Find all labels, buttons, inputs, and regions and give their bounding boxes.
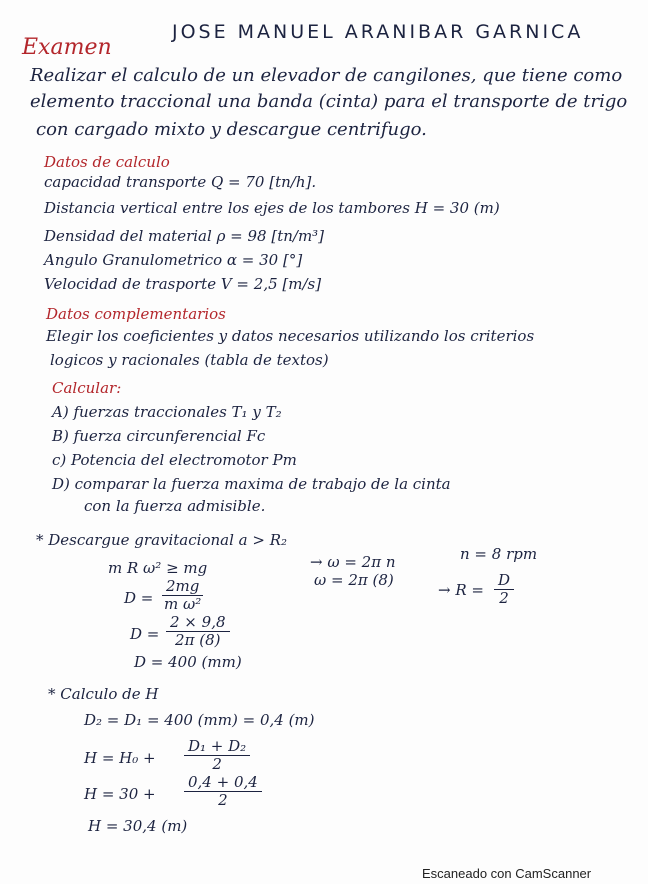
calculo-h-fraction-1-num: D₁ + D₂ [184, 738, 250, 756]
dato-capacidad: capacidad transporte Q = 70 [tn/h]. [44, 173, 317, 191]
dato-distancia: Distancia vertical entre los ejes de los tambores H = 30 (m) [44, 199, 500, 217]
calculo-h-fraction-2 [184, 774, 262, 809]
calcular-a: A) fuerzas traccionales T₁ y T₂ [52, 403, 282, 421]
descargue-eq1: m R ω² ≥ mg [108, 559, 208, 577]
dato-velocidad: Velocidad de trasporte V = 2,5 [m/s] [44, 275, 322, 293]
complementarios-line-2: logicos y racionales (tabla de textos) [50, 351, 329, 369]
n-value: n = 8 rpm [460, 545, 538, 563]
dato-densidad: Densidad del material ρ = 98 [tn/m³] [44, 227, 325, 245]
r-lhs: → R = [438, 581, 484, 599]
d-lhs-2: D = [130, 625, 160, 643]
omega-eq2: ω = 2π (8) [314, 571, 394, 589]
calculo-h-fraction-2-num: 0,4 + 0,4 [184, 774, 262, 792]
r-fraction-den: 2 [499, 589, 509, 607]
calcular-b: B) fuerza circunferencial Fc [52, 427, 266, 445]
d-fraction-1 [160, 578, 205, 613]
calculo-h-fraction-1 [184, 738, 250, 773]
datos-heading: Datos de calculo [44, 153, 170, 171]
d-fraction-1-den: m ω² [164, 595, 202, 613]
r-fraction-num: D [494, 572, 514, 590]
intro-line-1: Realizar el calculo de un elevador de cangilones, que tiene como [30, 65, 623, 86]
student-name: JOSE MANUEL ARANIBAR GARNICA [172, 21, 584, 43]
descargue-heading: * Descargue gravitacional a > R₂ [36, 531, 288, 549]
calculo-h-fraction-2-den: 2 [218, 791, 228, 809]
calcular-heading: Calcular: [52, 379, 122, 397]
exam-label: Examen [22, 35, 112, 60]
d-result: D = 400 (mm) [134, 653, 242, 671]
complementarios-heading: Datos complementarios [46, 305, 226, 323]
calculo-h-line-2-lhs: H = H₀ + [84, 749, 156, 767]
intro-line-3: con cargado mixto y descargue centrifugo. [36, 119, 427, 140]
d-lhs-1: D = [124, 589, 154, 607]
omega-eq1: → ω = 2π n [310, 553, 396, 571]
r-fraction [494, 572, 514, 607]
scanner-watermark: Escaneado con CamScanner [422, 866, 592, 881]
calculo-h-heading: * Calculo de H [48, 685, 159, 703]
intro-line-2: elemento traccional una banda (cinta) para el transporte de trigo [30, 91, 628, 112]
calculo-h-line-1: D₂ = D₁ = 400 (mm) = 0,4 (m) [84, 711, 315, 729]
complementarios-line-1: Elegir los coeficientes y datos necesarios utilizando los criterios [46, 327, 535, 345]
calcular-d: D) comparar la fuerza maxima de trabajo de la cinta [52, 475, 451, 493]
calculo-h-fraction-1-den: 2 [212, 755, 222, 773]
calculo-h-result: H = 30,4 (m) [88, 817, 188, 835]
d-fraction-2 [166, 614, 230, 649]
d-fraction-2-num: 2 × 9,8 [166, 614, 230, 632]
calculo-h-line-3-lhs: H = 30 + [84, 785, 156, 803]
d-fraction-2-den: 2π (8) [175, 631, 221, 649]
calcular-d-cont: con la fuerza admisible. [84, 497, 266, 515]
dato-angulo: Angulo Granulometrico α = 30 [°] [44, 251, 303, 269]
calcular-c: c) Potencia del electromotor Pm [52, 451, 297, 469]
d-fraction-1-num: 2mg [162, 578, 203, 596]
